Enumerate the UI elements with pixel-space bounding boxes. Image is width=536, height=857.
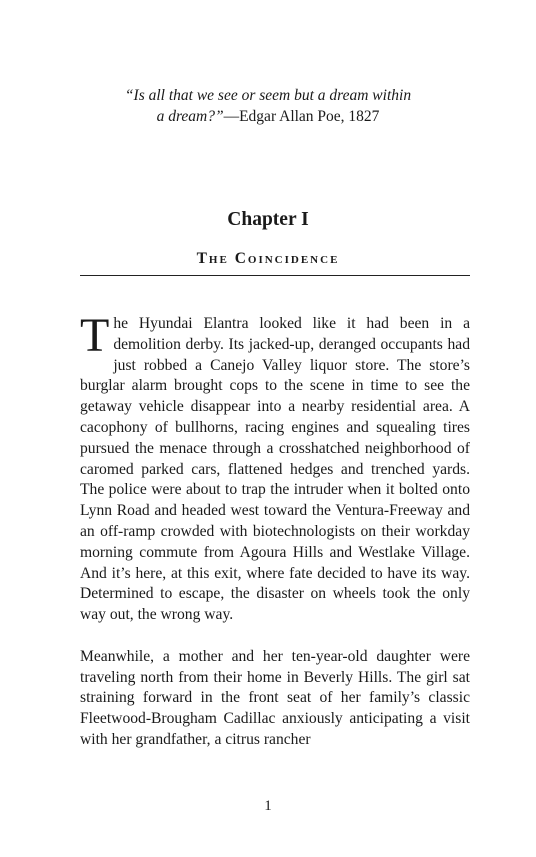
epigraph-quote-end: a dream?”	[156, 108, 224, 125]
chapter-subtitle: The Coincidence	[196, 250, 340, 267]
epigraph-line-1: “Is all that we see or seem but a dream within	[124, 87, 412, 104]
paragraph-2: Meanwhile, a mother and her ten-year-old daughter were traveling north from their home in Beverly Hills. The girl sat straining forward in the front seat of her family’s classic Fleetwood-Brougham Cadillac anxiously anticipating a visit with her grandfather, a citrus rancher	[80, 647, 470, 748]
drop-cap: T	[80, 309, 110, 362]
chapter-divider	[80, 275, 470, 276]
page-number: 1	[264, 798, 272, 814]
paragraph-1-text: he Hyundai Elantra looked like it had been in a demolition derby. Its jacked-up, deranged occupants had just robbed a Canejo Valley liquor store. The store’s burglar alarm brought cops to the scene in time to see the getaway vehicle disappear into a nearby residential area. A cacophony of bullhorns, racing engines and squealing tires pursued the menace through a crosshatched neighborhood of caromed parked cars, flattened hedges and trenched yards. The police were about to trap the intruder when it bolted onto Lynn Road and headed west toward the Ventura-Freeway and an off-ramp crowded with biotechnologists on their workday morning commute from Agoura Hills and Westlake Village. And it’s here, at this exit, where fate decided to have its way. Determined to escape, the disaster on wheels took the only way out, the wrong way.	[80, 315, 470, 624]
paragraph-1	[80, 309, 470, 626]
epigraph-line-2	[0, 106, 536, 127]
chapter-title: Chapter I	[227, 209, 309, 230]
epigraph-attribution: —Edgar Allan Poe, 1827	[223, 108, 380, 125]
chapter-body	[80, 309, 470, 751]
epigraph	[0, 85, 536, 127]
